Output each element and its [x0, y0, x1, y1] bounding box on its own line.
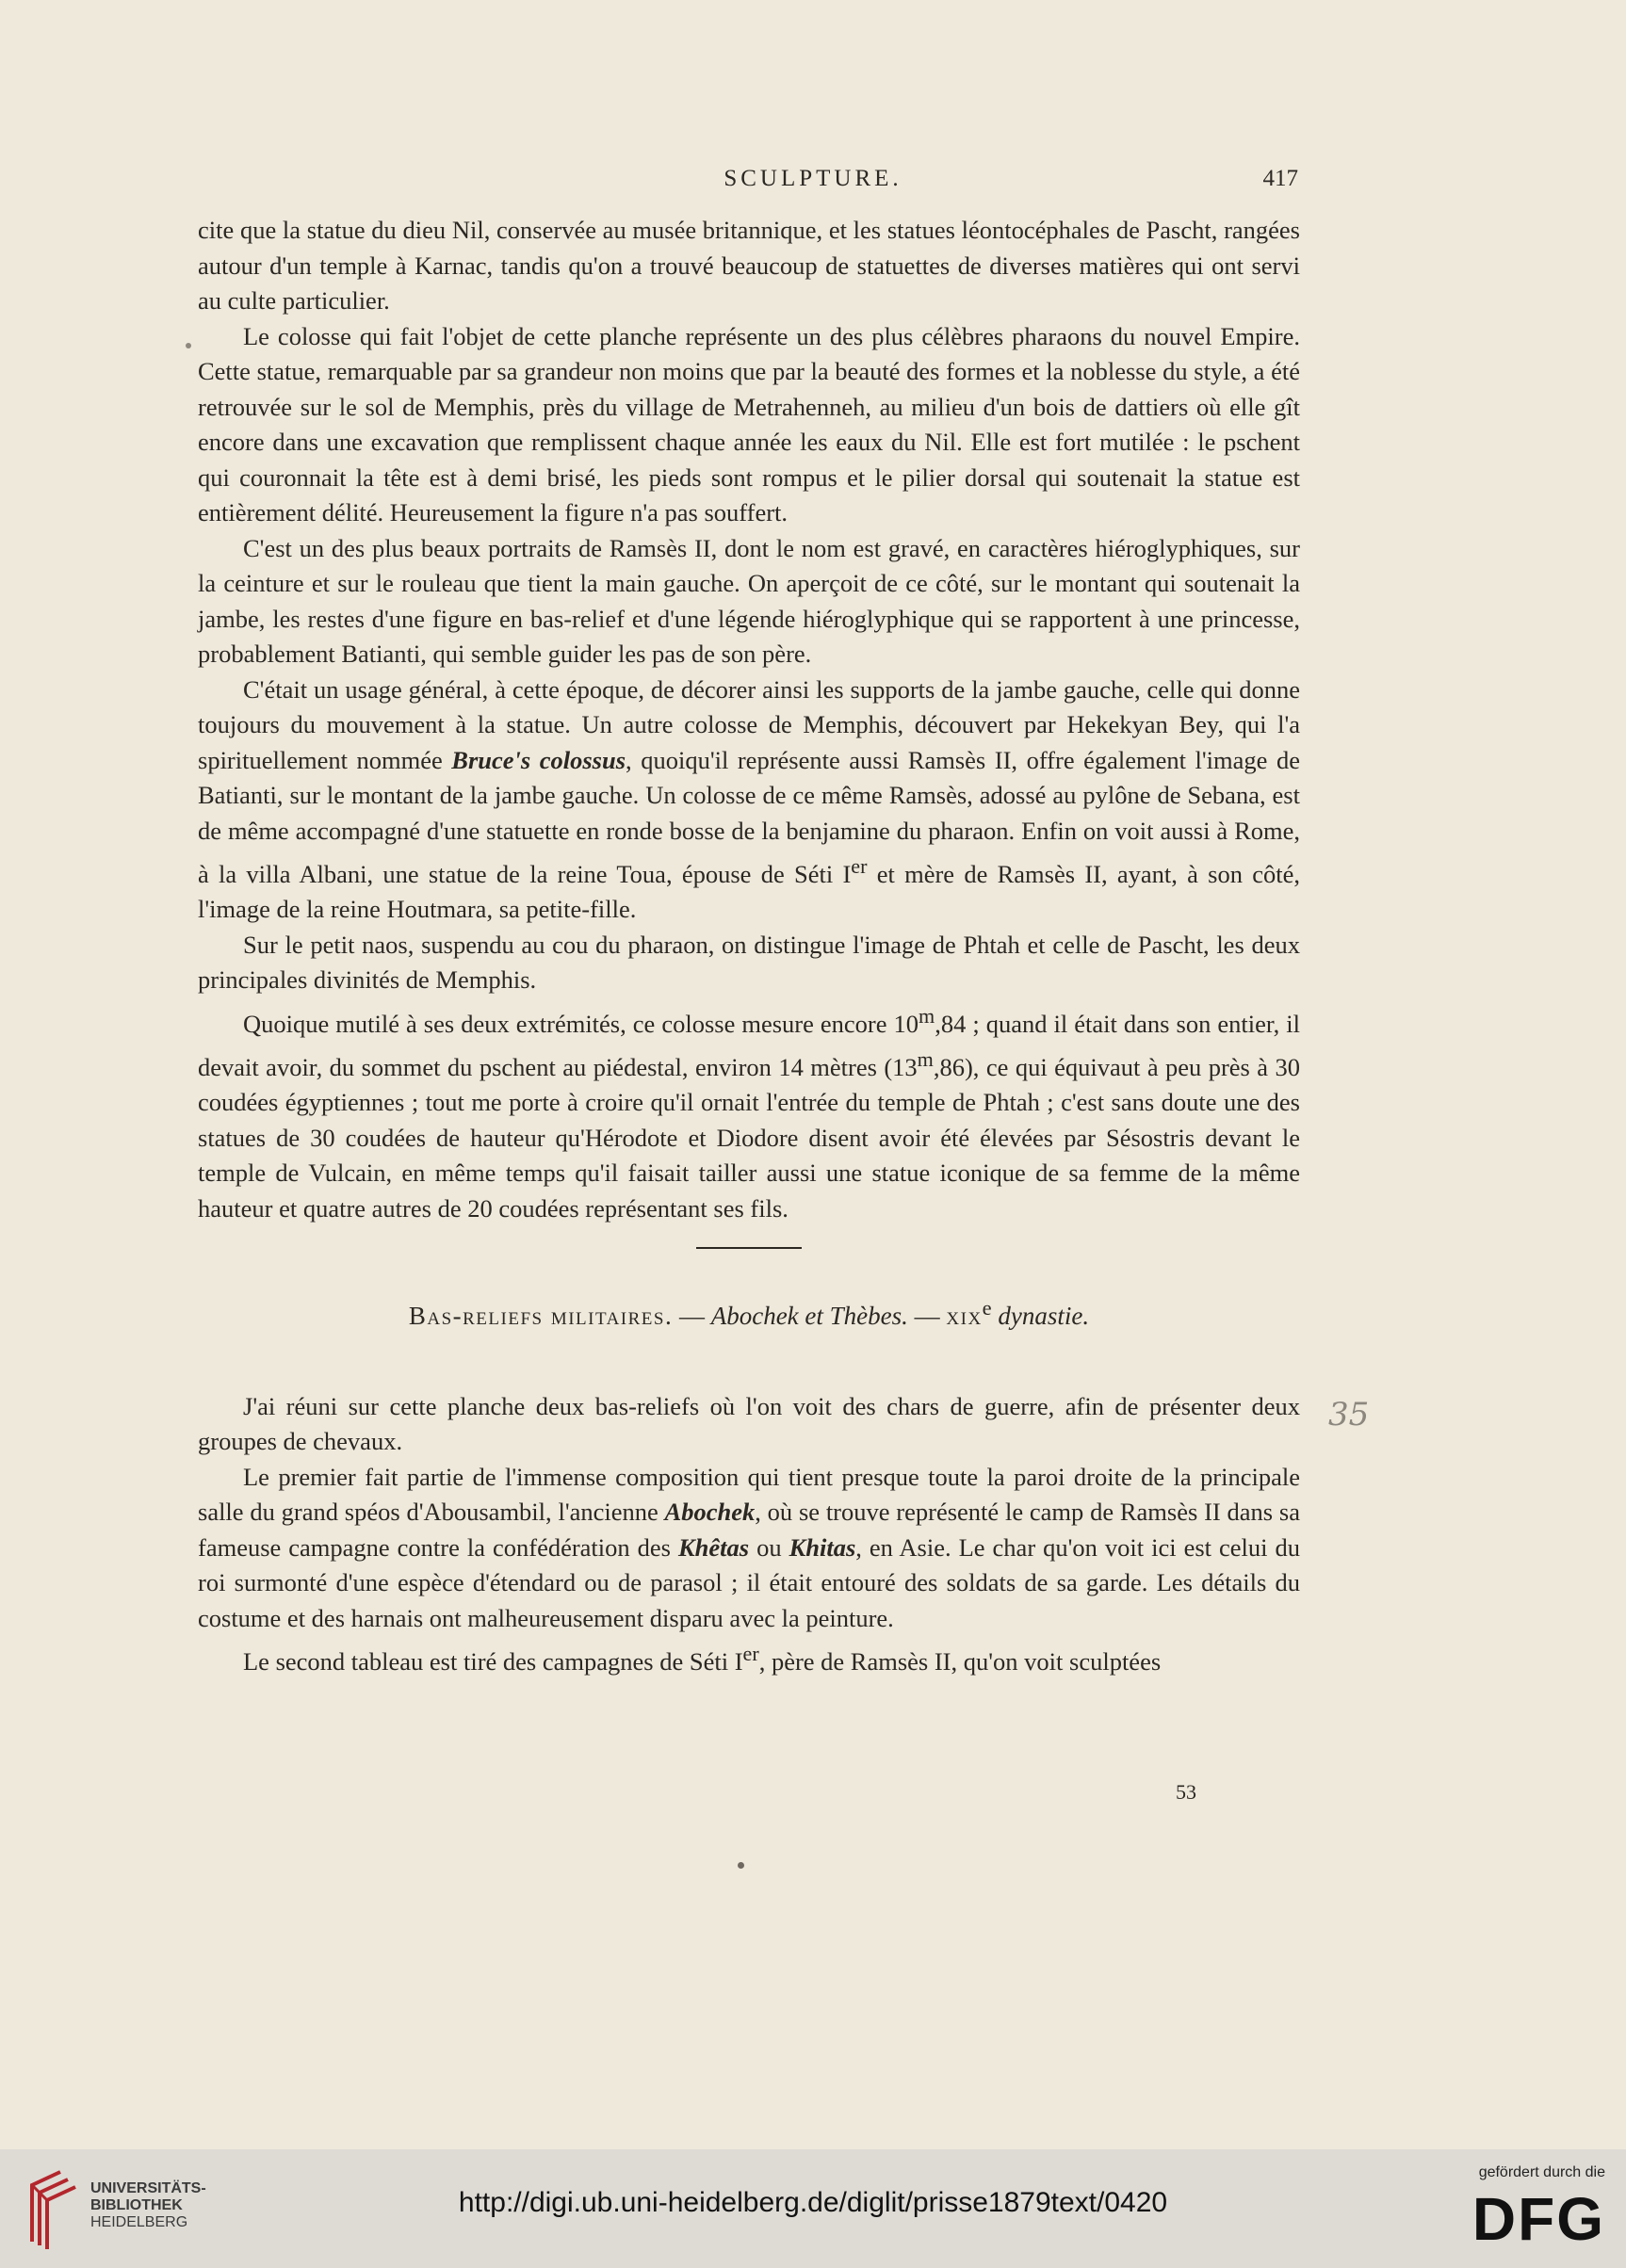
heading-dynasty-number: xix [946, 1302, 983, 1331]
signature-mark: 53 [1176, 1780, 1196, 1804]
heading-dash: — [673, 1302, 711, 1331]
place-name: Abochek [664, 1498, 756, 1527]
margin-dot [186, 343, 191, 348]
heading-dynasty-word: dynastie. [991, 1302, 1090, 1331]
paragraph-6-text: Quoique mutilé à ses deux extrémités, ce colosse mesure encore 10 [243, 1009, 919, 1038]
paragraph-8-text: Le premier fait partie de l'immense composition qui tient presque toute la paroi droite de la principale salle du grand spéos d'Abousambil, l'ancienne [198, 1462, 1300, 1527]
library-name-line: BIBLIOTHEK [90, 2197, 183, 2213]
paragraph-4 [198, 672, 1300, 928]
paragraph-5: Sur le petit naos, suspendu au cou du pharaon, on distingue l'image de Phtah et celle de Pascht, les deux principales divinités de Memphis. [198, 930, 1300, 995]
paragraph-4-text: et mère de Ramsès II, ayant, à son côté, l'image de la reine Houtmara, sa petite-fille. [198, 859, 1300, 924]
library-name-line: UNIVERSITÄTS- [90, 2180, 206, 2196]
section-divider [696, 1247, 802, 1249]
paragraph-3: C'est un des plus beaux portraits de Ramsès II, dont le nom est gravé, en caractères hiéroglyphiques, sur la ceinture et sur le rouleau que tient la main gauche. On aperçoit de ce côté, sur le montant qui soutenait la jambe, les restes d'une figure en bas-relief et d'une légende hiéroglyphique qui se rapportent à une princesse, probablement Batianti, qui semble guider les pas de son père. [198, 533, 1300, 668]
page-number: 417 [1262, 166, 1298, 191]
paragraph-4-text: , quoiqu'il représente aussi Ramsès II, offre également l'image de Batianti, sur le montant de la jambe gauche. Un colosse de ce même Ramsès, adossé au pylône de Sebana, est de même accompagné d'une statuette en ronde bosse de la benjamine du pharaon. Enfin on voit aussi à Rome, à la villa Albani, une statue de la reine Toua, épouse de Séti I [198, 745, 1300, 888]
handwritten-margin-note: 35 [1328, 1396, 1370, 1434]
paragraph-9-text: , père de Ramsès II, qu'on voit sculptées [758, 1647, 1162, 1677]
running-head [0, 166, 1626, 203]
superscript: m [917, 1047, 934, 1072]
paragraph-8 [198, 1460, 1300, 1637]
dfg-logo[interactable]: DFG [1472, 2185, 1605, 2253]
people-name: Khitas [789, 1532, 856, 1562]
paragraph-7: J'ai réuni sur cette planche deux bas-reliefs où l'on voit des chars de guerre, afin de présenter deux groupes de chevaux. [198, 1391, 1300, 1456]
superscript: er [851, 854, 868, 878]
heading-dash: — [907, 1302, 947, 1331]
people-name: Khêtas [677, 1532, 750, 1562]
paragraph-8-text: , où se trouve représenté le camp de Ramsès II dans sa fameuse campagne contre la confédération des [198, 1498, 1300, 1562]
heading-place: Abochek et Thèbes. [710, 1302, 908, 1331]
paragraph-9 [198, 1636, 1300, 1679]
viewer-footer [0, 2149, 1626, 2268]
section-heading [198, 1290, 1300, 1335]
paragraph-4-text: C'était un usage général, à cette époque, de décorer ainsi les supports de la jambe gauche, celle qui donne toujours du mouvement à la statue. Un autre colosse de Memphis, découvert par Hekekyan Bey, qui l'a spirituellement nommée [198, 674, 1300, 774]
paragraph-6-text: ,84 ; quand il était dans son entier, il devait avoir, du sommet du pschent au piédestal, environ 14 mètres (13 [198, 1009, 1300, 1081]
superscript: e [982, 1296, 992, 1320]
paragraph-2: Le colosse qui fait l'objet de cette planche représente un des plus célèbres pharaons du nouvel Empire. Cette statue, remarquable par sa grandeur non moins que par la beauté des formes et la noblesse du style, a été retrouvée sur le sol de Memphis, près du village de Metrahenneh, au milieu d'un bois de dattiers où elle gît encore dans une excavation que remplissent chaque année les eaux du Nil. Elle est fort mutilée : le pschent qui couronnait la tête est à demi brisé, les pieds sont rompus et le pilier dorsal qui soutenait la statue est entièrement délité. Heureusement la figure n'a pas souffert. [198, 321, 1300, 526]
paragraph-8-text: ou [749, 1532, 789, 1562]
running-title: SCULPTURE. [724, 166, 902, 191]
paragraph-6-text: ,86), ce qui équivaut à peu près à 30 coudées égyptiennes ; tout me porte à croire qu'il ornait l'entrée du temple de Phtah ; c'est sans doute une des statues de 30 coudées de hauteur qu'Hérodote et Diodore disent avoir été élevées par Sésostris devant le temple de Vulcain, en même temps qu'il faisait tailler aussi une statue iconique de sa femme de la même hauteur et quatre autres de 20 coudées représentant ses fils. [198, 1052, 1300, 1223]
superscript: er [742, 1642, 759, 1666]
library-name-line: HEIDELBERG [90, 2214, 188, 2230]
funding-caption: gefördert durch die [1478, 2164, 1605, 2180]
superscript: m [919, 1003, 935, 1028]
permalink-url[interactable]: http://digi.ub.uni-heidelberg.de/diglit/prisse1879text/0420 [458, 2187, 1168, 2218]
paragraph-8-text: , en Asie. Le char qu'on voit ici est celui du roi surmonté d'une espèce d'étendard ou de parasol ; il était entouré des soldats de sa garde. Les détails du costume et des harnais ont malheureusement disparu avec la peinture. [198, 1532, 1300, 1632]
paragraph-6 [198, 998, 1300, 1227]
paragraph-1: cite que la statue du dieu Nil, conservée au musée britannique, et les statues léontocéphales de Pascht, rangées autour d'un temple à Karnac, tandis qu'on a trouvé beaucoup de statuettes de diverses matières qui ont servi au culte particulier. [198, 216, 1300, 315]
body-text [198, 213, 1300, 1680]
colossus-name: Bruce's colossus [451, 745, 626, 774]
paragraph-9-text: Le second tableau est tiré des campagnes de Séti I [243, 1647, 743, 1677]
heading-smallcaps: Bas-reliefs militaires. [408, 1302, 674, 1331]
ink-dot [738, 1862, 744, 1869]
